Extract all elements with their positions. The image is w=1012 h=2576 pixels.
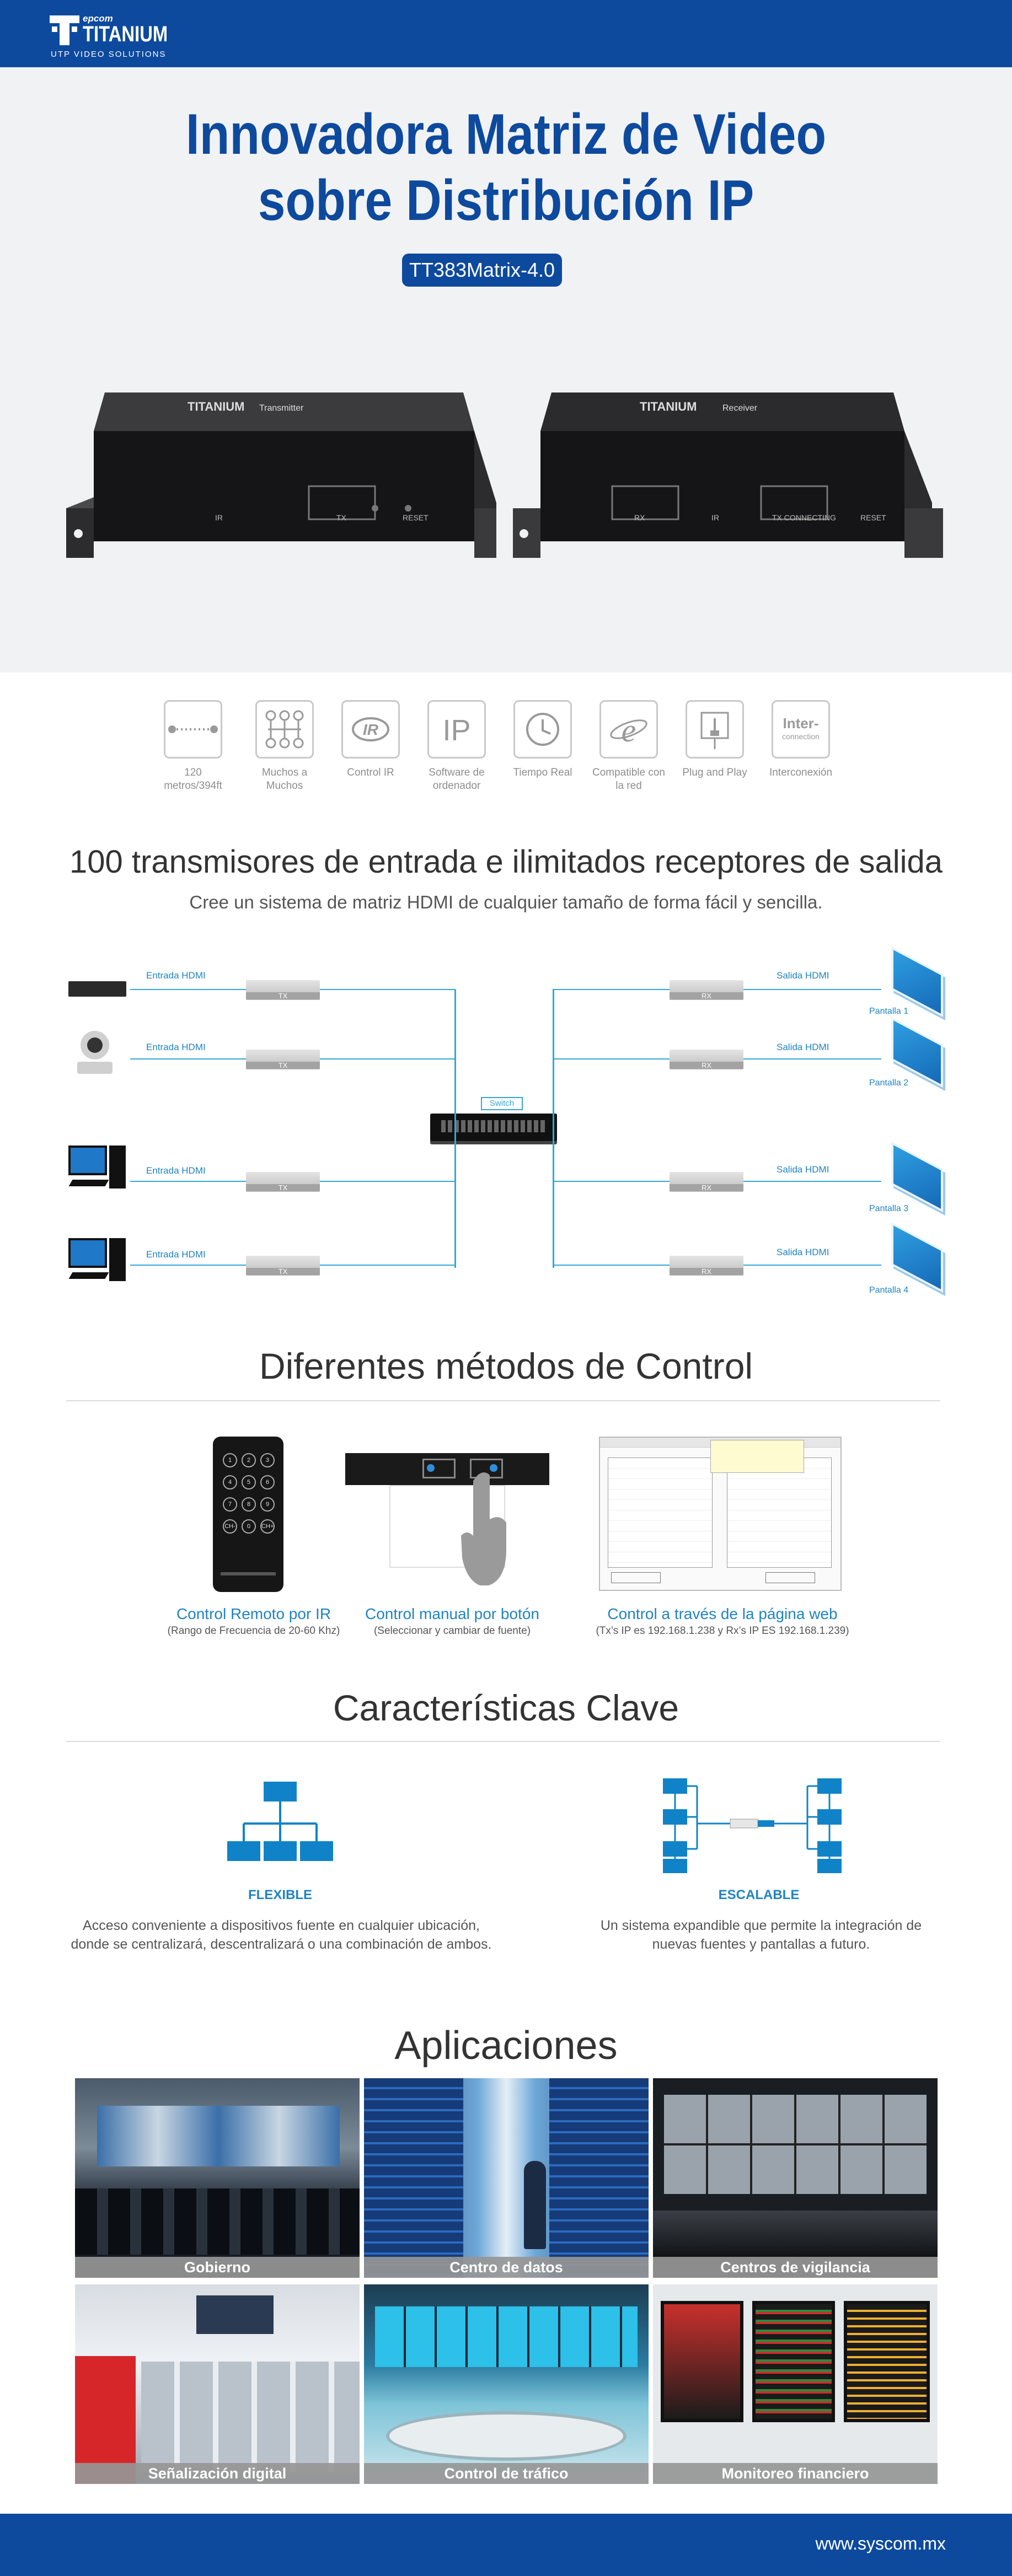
- output-label: Salida HDMI: [777, 1164, 829, 1175]
- remote-key: CH+: [260, 1519, 275, 1534]
- section-divider: [66, 1400, 940, 1401]
- real-time-clock-icon: [513, 700, 572, 759]
- input-label: Entrada HDMI: [146, 970, 206, 981]
- feature-label: Compatible con la red: [592, 767, 666, 792]
- link-line: [743, 1181, 881, 1182]
- app-tile-government[interactable]: [75, 2078, 360, 2278]
- tx-box-label: TX: [246, 1184, 320, 1191]
- applications-title: Aplicaciones: [394, 2024, 618, 2068]
- link-line: [454, 989, 456, 1268]
- tx-box: [246, 1050, 320, 1069]
- link-line: [320, 1265, 456, 1266]
- remote-key: 1: [223, 1453, 237, 1467]
- receiver-port-rx: RX: [634, 513, 645, 522]
- control-method-subtitle: (Seleccionar y cambiar de fuente): [373, 1625, 531, 1637]
- ir-control-icon: [341, 700, 400, 759]
- app-caption: Centro de datos: [364, 2257, 649, 2278]
- hero-title-line2: sobre Distribución IP: [258, 169, 754, 233]
- many-to-many-icon: [255, 700, 314, 759]
- tx-box-label: TX: [246, 1268, 320, 1275]
- tx-box-label: TX: [246, 1062, 320, 1069]
- output-label: Salida HDMI: [777, 1247, 829, 1257]
- display-screen-icon: [891, 1222, 943, 1293]
- interconnection-glyph-1: Inter-: [783, 715, 819, 732]
- display-screen-icon: [891, 1017, 943, 1088]
- key-feature-desc-line: nuevas fuentes y pantallas a futuro.: [652, 1937, 870, 1952]
- interconnection-icon: [772, 700, 830, 759]
- control-title: Diferentes métodos de Control: [259, 1346, 753, 1386]
- rx-box-label: RX: [670, 992, 743, 999]
- link-line: [130, 1181, 246, 1182]
- transmitter-port-tx: TX: [336, 513, 346, 522]
- tx-box: [246, 1172, 320, 1192]
- link-line: [743, 1058, 881, 1060]
- titanium-logo-icon: [49, 14, 81, 47]
- rx-box-label: RX: [670, 1184, 743, 1191]
- remote-key: 5: [242, 1475, 256, 1489]
- feature-realtime: [504, 700, 581, 779]
- control-method-title: Control a través de la página web: [607, 1605, 838, 1622]
- app-tile-data-center[interactable]: [364, 2078, 649, 2278]
- receiver-port-reset: RESET: [860, 513, 886, 522]
- display-screen-icon: [891, 1142, 943, 1212]
- link-line: [553, 989, 554, 1268]
- output-label: Salida HDMI: [777, 970, 829, 981]
- screen-label: Pantalla 3: [869, 1204, 909, 1213]
- ip-software-icon: [427, 700, 486, 759]
- key-feature-desc: [22, 1916, 540, 1954]
- feature-distance: [154, 700, 232, 793]
- link-line: [130, 1265, 246, 1266]
- matrix-diagram: [0, 937, 1012, 1312]
- feature-plug-play: [676, 700, 753, 779]
- link-line: [553, 1265, 670, 1266]
- link-line: [130, 989, 246, 990]
- transmitter-device: [66, 392, 496, 602]
- cable-distance-icon: [164, 700, 222, 759]
- model-badge: TT383Matrix-4.0: [402, 254, 562, 287]
- rx-box: [670, 1172, 743, 1192]
- app-caption: Gobierno: [75, 2257, 360, 2278]
- feature-label: 120 metros/394ft: [164, 767, 222, 792]
- control-method-subtitle: (Tx’s IP es 192.168.1.238 y Rx’s IP ES 192.168.1.239): [596, 1625, 849, 1637]
- ir-remote-icon: [213, 1437, 283, 1592]
- brand-tagline: UTP VIDEO SOLUTIONS: [51, 50, 167, 59]
- brand-name: TITANIUM: [83, 22, 168, 46]
- screen-label: Pantalla 1: [869, 1007, 909, 1016]
- key-feature-title: ESCALABLE: [718, 1887, 800, 1902]
- ir-glyph: IR: [363, 721, 378, 738]
- remote-key: 2: [242, 1453, 256, 1467]
- web-page-icon: [599, 1437, 842, 1591]
- key-feature-desc: [518, 1916, 1004, 1954]
- ip-glyph: IP: [442, 714, 471, 747]
- link-line: [743, 989, 881, 990]
- remote-key: 0: [242, 1519, 256, 1534]
- hero-title-line1: Innovadora Matriz de Video: [185, 103, 827, 166]
- feature-ir: [332, 700, 409, 779]
- feature-many-to-many: [246, 700, 323, 793]
- remote-key: 8: [242, 1497, 256, 1512]
- link-line: [320, 1058, 456, 1060]
- rx-box: [670, 1256, 743, 1276]
- matrix-subtitle: Cree un sistema de matriz HDMI de cualquier tamaño de forma fácil y sencilla.: [189, 892, 823, 912]
- link-line: [553, 1181, 670, 1182]
- app-caption: Señalización digital: [75, 2463, 360, 2484]
- top-bar: [0, 0, 1012, 67]
- transmitter-port-ir: IR: [215, 513, 223, 522]
- rx-box: [670, 980, 743, 1000]
- footer-website-link[interactable]: www.syscom.mx: [815, 2534, 946, 2553]
- receiver-port-ir: IR: [711, 513, 719, 522]
- key-feature-desc-line: Un sistema expandible que permite la integración de: [600, 1918, 922, 1933]
- transmitter-label: Transmitter: [259, 404, 304, 413]
- feature-label: Interconexión: [769, 767, 833, 778]
- interconnection-glyph-2: connection: [782, 732, 820, 741]
- control-method-title: Control Remoto por IR: [176, 1605, 331, 1622]
- screen-label: Pantalla 2: [869, 1078, 909, 1088]
- brand-logo[interactable]: [49, 12, 214, 58]
- feature-label: Muchos a Muchos: [261, 767, 308, 792]
- link-line: [320, 1181, 456, 1182]
- section-divider: [66, 1741, 940, 1742]
- rx-box-label: RX: [670, 1268, 743, 1275]
- input-label: Entrada HDMI: [146, 1249, 206, 1260]
- feature-label: Tiempo Real: [513, 767, 572, 778]
- feature-icons-row: [0, 700, 1012, 810]
- footer: [0, 2514, 1012, 2576]
- receiver-device: [507, 392, 949, 602]
- transmitter-port-reset: RESET: [403, 513, 429, 522]
- transmitter-brand: TITANIUM: [188, 400, 245, 413]
- control-method-title: Control manual por botón: [365, 1605, 539, 1622]
- hero-section: [0, 67, 1012, 673]
- feature-label: Software de ordenador: [429, 767, 485, 792]
- desktop-computer-icon: [68, 1146, 126, 1190]
- link-line: [553, 1058, 670, 1060]
- remote-key: 6: [260, 1475, 275, 1489]
- brand-maker: epcom: [83, 13, 113, 24]
- link-line: [743, 1265, 881, 1266]
- app-tile-traffic-control[interactable]: [364, 2284, 649, 2484]
- desktop-computer-icon: [68, 1238, 126, 1282]
- link-line: [553, 989, 670, 990]
- key-feature-title: FLEXIBLE: [248, 1887, 312, 1902]
- input-label: Entrada HDMI: [146, 1042, 206, 1052]
- output-label: Salida HDMI: [777, 1042, 829, 1052]
- app-tile-financial-monitoring[interactable]: [653, 2284, 938, 2484]
- remote-key: 3: [260, 1453, 275, 1467]
- remote-key: 4: [223, 1475, 237, 1489]
- dvd-player-icon: [68, 981, 126, 997]
- app-caption: Control de tráfico: [364, 2463, 649, 2484]
- screen-label: Pantalla 4: [869, 1286, 909, 1295]
- receiver-port-tx: TX CONNECTING: [772, 513, 836, 522]
- input-label: Entrada HDMI: [146, 1165, 206, 1176]
- remote-key: 9: [260, 1497, 275, 1512]
- remote-key: CH-: [223, 1519, 237, 1534]
- key-feature-desc-line: Acceso conveniente a dispositivos fuente en cualquier ubicación,: [83, 1918, 480, 1933]
- hero-title: [71, 101, 941, 234]
- feature-ip-software: [418, 700, 495, 793]
- scalable-network-icon: [658, 1776, 846, 1875]
- link-line: [320, 989, 456, 990]
- feature-interconnection: [762, 700, 839, 779]
- feature-label: Plug and Play: [682, 767, 747, 778]
- ptz-camera-icon: [77, 1031, 113, 1075]
- flexible-tree-icon: [225, 1779, 335, 1873]
- key-feature-desc-line: donde se centralizará, descentralizará o una combinación de ambos.: [71, 1937, 492, 1952]
- control-method-subtitle: (Rango de Frecuencia de 20-60 Khz): [167, 1625, 340, 1637]
- manual-button-icon: [345, 1453, 549, 1591]
- switch-label: Switch: [481, 1097, 523, 1110]
- network-compatible-icon: [599, 700, 658, 759]
- feature-label: Control IR: [347, 767, 394, 778]
- rx-box: [670, 1050, 743, 1069]
- tx-box-label: TX: [246, 992, 320, 999]
- svg-text:e: e: [621, 712, 636, 749]
- remote-key: 7: [223, 1497, 237, 1512]
- matrix-title: 100 transmisores de entrada e ilimitados receptores de salida: [69, 844, 943, 880]
- network-switch: [430, 1114, 557, 1141]
- plug-and-play-icon: [686, 700, 744, 759]
- app-caption: Centros de vigilancia: [653, 2257, 938, 2278]
- app-tile-surveillance[interactable]: [653, 2078, 938, 2278]
- app-caption: Monitoreo financiero: [653, 2463, 938, 2484]
- link-line: [130, 1058, 246, 1060]
- rx-box-label: RX: [670, 1062, 743, 1069]
- key-features-title: Características Clave: [333, 1687, 679, 1728]
- app-tile-digital-signage[interactable]: [75, 2284, 360, 2484]
- feature-network: [590, 700, 667, 793]
- tx-box: [246, 980, 320, 1000]
- receiver-brand: TITANIUM: [640, 400, 697, 413]
- receiver-label: Receiver: [722, 404, 758, 413]
- tx-box: [246, 1256, 320, 1276]
